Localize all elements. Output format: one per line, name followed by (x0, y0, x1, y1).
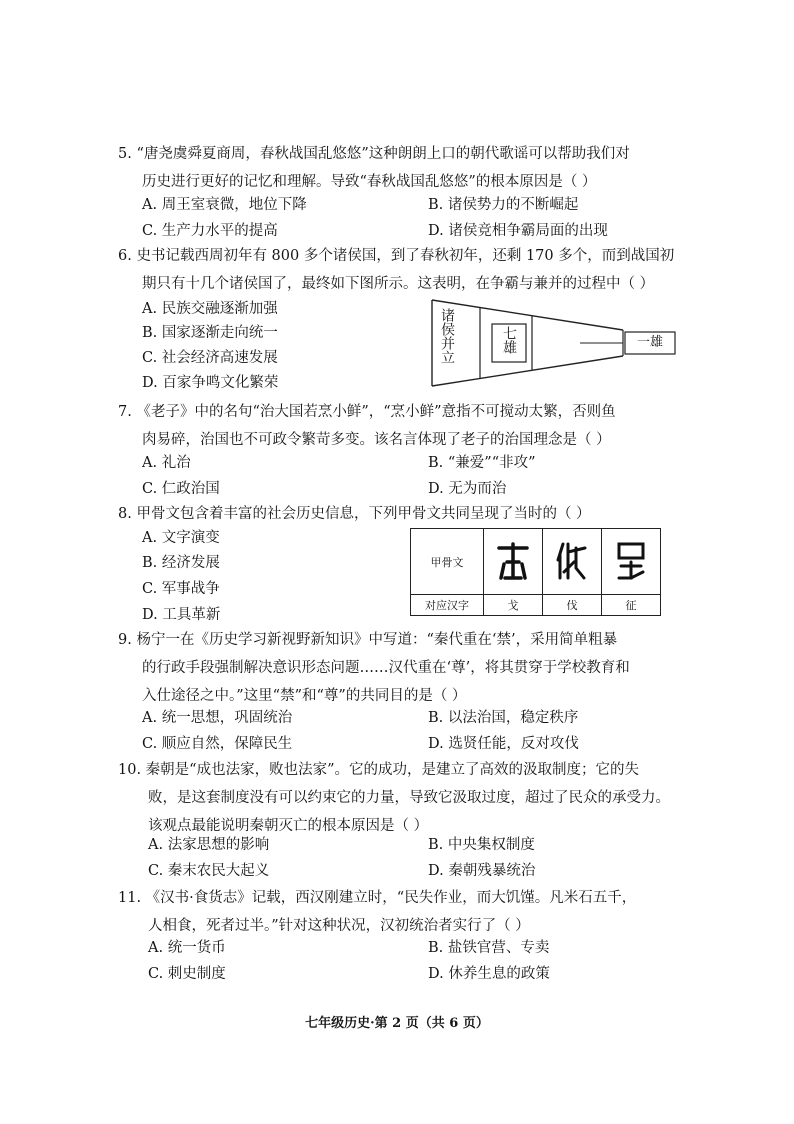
q10-option-a: A. 法家思想的影响 (148, 837, 270, 853)
q5-option-d: D. 诸侯竞相争霸局面的出现 (428, 223, 608, 239)
question-11-line1: 11. 《汉书·食货志》记载，西汉刚建立时，“民失作业，而大饥馑。凡米石五千， (118, 890, 637, 906)
q10-option-c: C. 秦末农民大起义 (148, 863, 270, 879)
q6-option-d: D. 百家争鸣文化繁荣 (142, 375, 279, 391)
q6-option-a: A. 民族交融逐渐加强 (142, 301, 278, 317)
q10-option-d: D. 秦朝残暴统治 (428, 863, 536, 879)
q5-option-c: C. 生产力水平的提高 (142, 223, 278, 239)
question-9-line1: 9. 杨宁一在《历史学习新视野新知识》中写道：“秦代重在‘禁’，采用简单粗暴 (118, 632, 618, 648)
q9-option-b: B. 以法治国，稳定秩序 (428, 710, 579, 726)
q7-option-d: D. 无为而治 (428, 481, 507, 497)
q11-option-b: B. 盐铁官营、专卖 (428, 940, 550, 956)
q10-option-b: B. 中央集权制度 (428, 837, 535, 853)
question-9-line2: 的行政手段强制解决意识形态问题……汉代重在‘尊’，将其贯穿于学校教育和 (142, 660, 630, 676)
question-6-line1: 6. 史书记载西周初年有 800 多个诸侯国，到了春秋初年，还剩 170 多个，而到战国初 (118, 248, 675, 264)
q7-option-c: C. 仁政治国 (142, 481, 220, 497)
q11-option-c: C. 刺史制度 (148, 966, 226, 982)
oracle-glyph-fa-image (554, 538, 590, 582)
question-11-line2: 人相食，死者过半。”针对这种状况，汉初统治者实行了（ ） (148, 918, 530, 934)
question-7 (118, 398, 616, 454)
diagram-label-zhuhou: 诸侯并立 (439, 308, 455, 364)
q9-option-c: C. 顺应自然，保障民生 (142, 736, 293, 752)
q9-option-a: A. 统一思想，巩固统治 (142, 710, 293, 726)
table-row-hanzi (411, 595, 661, 616)
q5-option-a: A. 周王室衰微，地位下降 (142, 197, 307, 213)
question-8 (118, 500, 591, 528)
oracle-glyph-zheng-image (613, 538, 649, 582)
question-10-line2: 败，是这套制度没有可以约束它的力量，导致它汲取过度，超过了民众的承受力。 (148, 790, 670, 806)
oracle-glyph-ge-image (495, 538, 531, 582)
q8-option-d: D. 工具革新 (142, 607, 221, 623)
oracle-glyph-zheng (602, 529, 661, 595)
oracle-glyph-fa (543, 529, 602, 595)
q8-option-b: B. 经济发展 (142, 555, 220, 571)
question-8-line1: 8. 甲骨文包含着丰富的社会历史信息，下列甲骨文共同呈现了当时的（ ） (118, 506, 591, 522)
q5-option-b: B. 诸侯势力的不断崛起 (428, 197, 579, 213)
table-row-oracle (411, 529, 661, 595)
q11-option-d: D. 休养生息的政策 (428, 966, 550, 982)
question-10-line3: 该观点最能说明秦朝灭亡的根本原因是（ ） (148, 818, 429, 834)
page-footer: 七年级历史·第 2 页（共 6 页） (305, 1016, 489, 1031)
question-5-line2: 历史进行更好的记忆和理解。导致“春秋战国乱悠悠”的根本原因是（ ） (142, 174, 597, 190)
hanzi-row-header: 对应汉字 (411, 595, 484, 616)
q6-option-c: C. 社会经济高速发展 (142, 350, 278, 366)
diagram-label-yixiong: 一雄 (636, 335, 663, 350)
question-9 (118, 626, 630, 710)
q7-option-a: A. 礼治 (142, 455, 191, 471)
oracle-glyph-ge (484, 529, 543, 595)
unification-funnel-diagram (430, 298, 680, 388)
hanzi-ge: 戈 (484, 595, 543, 616)
oracle-row-header: 甲骨文 (411, 529, 484, 595)
question-11 (118, 884, 636, 940)
question-5-line1: 5. “唐尧虞舜夏商周，春秋战国乱悠悠”这种朗朗上口的朝代歌谣可以帮助我们对 (118, 146, 630, 162)
q8-option-a: A. 文字演变 (142, 530, 220, 546)
question-7-line1: 7. 《老子》中的名句“治大国若烹小鲜”，“烹小鲜”意指不可搅动太繁，否则鱼 (118, 404, 616, 420)
question-9-line3: 入仕途径之中。”这里“禁”和“尊”的共同目的是（ ） (142, 688, 467, 704)
question-6 (118, 242, 674, 298)
q7-option-b: B. “兼爱”“非攻” (428, 455, 536, 471)
question-10 (118, 756, 670, 840)
diagram-label-qixiong: 七雄 (501, 326, 517, 354)
q6-option-b: B. 国家逐渐走向统一 (142, 325, 278, 341)
hanzi-zheng: 征 (602, 595, 661, 616)
q9-option-d: D. 选贤任能，反对攻伐 (428, 736, 579, 752)
question-7-line2: 肉易碎，治国也不可政令繁苛多变。该名言体现了老子的治国理念是（ ） (142, 432, 611, 448)
q8-option-c: C. 军事战争 (142, 581, 220, 597)
question-6-line2: 期只有十几个诸侯国了，最终如下图所示。这表明，在争霸与兼并的过程中（ ） (142, 276, 655, 292)
question-5 (118, 140, 630, 196)
question-10-line1: 10. 秦朝是“成也法家，败也法家”。它的成功，是建立了高效的汲取制度；它的失 (118, 762, 639, 778)
q11-option-a: A. 统一货币 (148, 940, 226, 956)
oracle-bone-table (410, 528, 661, 616)
hanzi-fa: 伐 (543, 595, 602, 616)
